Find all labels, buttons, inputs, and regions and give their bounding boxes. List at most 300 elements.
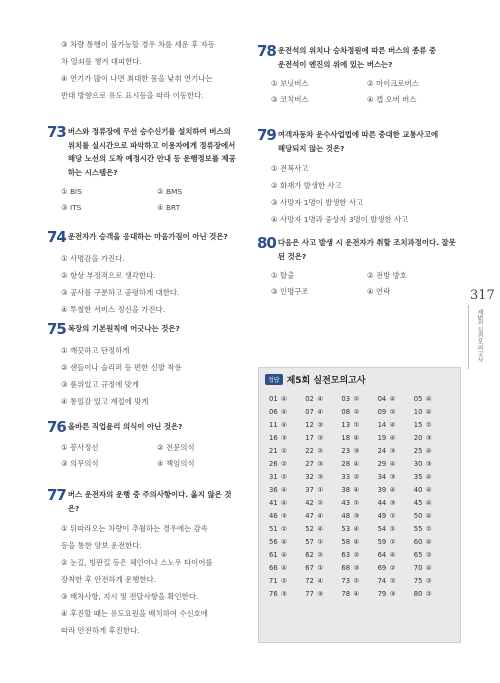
answer-key-title: 제5회 실전모의고사	[286, 376, 366, 386]
answer-number: 32	[305, 473, 314, 481]
answer-choice: ③	[281, 512, 288, 520]
question-text	[68, 322, 180, 336]
answer-cell	[414, 419, 450, 432]
option[interactable]: ④ 사망자 1명과 중상자 3명이 발생한 사고	[271, 215, 409, 224]
answer-number: 03	[341, 395, 351, 403]
answer-choice: ③	[317, 590, 324, 598]
question-text	[68, 420, 183, 434]
answer-cell	[414, 484, 450, 497]
answer-cell	[269, 523, 305, 536]
answer-choice: ③	[317, 421, 324, 429]
answer-choice: ④	[389, 486, 396, 494]
answer-cell	[414, 458, 450, 471]
answer-choice: ②	[389, 408, 396, 416]
answer-choice: ①	[425, 421, 432, 429]
answer-choice: ④	[281, 551, 288, 559]
option[interactable]: ③ 품위있고 규정에 맞게	[61, 380, 139, 389]
question-number: 73	[47, 123, 66, 141]
question-text	[68, 230, 228, 244]
question-79	[257, 128, 457, 228]
answer-choice: ②	[281, 577, 288, 585]
answer-number: 22	[305, 447, 314, 455]
answer-number: 06	[269, 408, 278, 416]
answer-badge: 정답	[265, 374, 283, 385]
answer-cell	[414, 562, 450, 575]
answer-choice: ③	[389, 447, 396, 455]
answer-choice: ④	[353, 590, 360, 598]
answer-choice: ③	[317, 434, 324, 442]
answer-cell	[378, 445, 414, 458]
answer-cell	[378, 471, 414, 484]
answer-choice: ①	[389, 538, 396, 546]
option[interactable]: ① 봉사정신	[61, 443, 99, 452]
answer-number: 76	[269, 590, 278, 598]
answer-choice: ③	[317, 473, 324, 481]
question-line: 운전석이 엔진의 위에 있는 버스는?	[277, 59, 393, 69]
answer-choice: ④	[281, 395, 288, 403]
option[interactable]: ③ 코치버스	[271, 95, 309, 104]
answer-choice: ①	[353, 577, 360, 585]
answer-cell	[378, 536, 414, 549]
question-text	[278, 128, 438, 155]
question-text	[68, 125, 236, 179]
answer-choice: ④	[353, 525, 360, 533]
answer-choice: ④	[281, 564, 288, 572]
option[interactable]: ① 뒤따라오는 차량이 추월하는 경우에는 감속	[61, 524, 208, 533]
answer-number: 51	[269, 525, 278, 533]
answer-choice: ③	[425, 460, 432, 468]
answer-cell	[269, 588, 305, 601]
answer-number: 56	[269, 538, 278, 546]
answer-number: 26	[269, 460, 278, 468]
answer-number: 78	[341, 590, 351, 598]
question-number: 74	[47, 228, 66, 246]
option[interactable]: ② 샌들이나 슬리퍼 등 편한 신발 착용	[61, 363, 182, 372]
answer-number: 09	[377, 408, 387, 416]
option[interactable]: ④ 통일감 있고 계절에 맞게	[61, 397, 149, 406]
answer-cell	[305, 393, 341, 406]
option[interactable]: ④ BRT	[157, 203, 181, 212]
answer-choice: ④	[317, 512, 324, 520]
options	[61, 250, 247, 318]
answer-cell	[305, 484, 341, 497]
answer-choice: ④	[353, 434, 360, 442]
answer-number: 66	[269, 564, 278, 572]
answer-choice: ②	[425, 577, 432, 585]
answer-cell	[414, 432, 450, 445]
answer-cell	[414, 497, 450, 510]
answer-number: 10	[413, 408, 423, 416]
question-73	[47, 125, 247, 216]
question-77	[47, 488, 247, 639]
answer-choice: ②	[281, 525, 288, 533]
answer-number: 16	[269, 434, 278, 442]
answer-cell	[269, 458, 305, 471]
answer-cell	[414, 471, 450, 484]
answer-cell	[378, 458, 414, 471]
question-line: 해당 노선의 도착 예정시간 안내 등 운행정보를 제공	[67, 154, 236, 163]
answer-choice: ②	[353, 408, 360, 416]
answer-number: 80	[413, 590, 423, 598]
answer-choice: ④	[389, 421, 396, 429]
option[interactable]: ③ 사망자 1명이 발생한 사고	[271, 198, 364, 207]
answer-number: 25	[413, 447, 423, 455]
option[interactable]: ③ 공사를 구분하고 공평하게 대한다.	[61, 288, 180, 297]
answer-choice: ④	[353, 486, 360, 494]
answer-cell	[305, 406, 341, 419]
answer-number: 67	[305, 564, 314, 572]
answer-cell	[341, 458, 377, 471]
answer-number: 52	[305, 525, 314, 533]
answer-number: 42	[305, 499, 314, 507]
answer-cell	[269, 549, 305, 562]
question-76	[47, 420, 247, 472]
answer-number: 59	[377, 538, 387, 546]
option[interactable]: ④ 투철한 서비스 정신을 가진다.	[61, 305, 166, 314]
answer-number: 33	[341, 473, 351, 481]
answer-cell	[341, 497, 377, 510]
option[interactable]: ④ 후진할 때는 유도요원을 배치하여 수신호에	[61, 609, 208, 618]
answer-choice: ③	[425, 434, 432, 442]
option[interactable]: ① 깨끗하고 단정하게	[61, 346, 130, 355]
question-text	[278, 236, 456, 263]
option-continued: 등을 통한 양보 운전한다.	[61, 541, 142, 550]
question-number: 77	[47, 486, 66, 504]
answer-choice: ④	[425, 499, 432, 507]
option[interactable]: ① 탈출	[271, 271, 295, 280]
question-number: 75	[47, 320, 66, 338]
answer-number: 40	[413, 486, 423, 494]
answer-number: 53	[341, 525, 351, 533]
answer-number: 49	[377, 512, 387, 520]
answer-cell	[341, 575, 377, 588]
question-number: 79	[257, 126, 276, 144]
option[interactable]: ③ 인명구조	[271, 287, 309, 296]
answer-choice: ①	[389, 525, 396, 533]
answer-choice: ④	[317, 395, 324, 403]
answer-number: 44	[377, 499, 387, 507]
answer-number: 23	[341, 447, 351, 455]
answer-number: 07	[305, 408, 314, 416]
answer-cell	[378, 432, 414, 445]
question-line: 은?	[67, 503, 80, 513]
answer-choice: ④	[389, 551, 396, 559]
answer-choice: ②	[425, 590, 432, 598]
answer-choice: ②	[317, 447, 324, 455]
answer-choice: ④	[425, 395, 432, 403]
option[interactable]: ① BIS	[61, 187, 82, 196]
answer-number: 01	[269, 395, 278, 403]
answer-choice: ④	[425, 408, 432, 416]
answer-number: 36	[269, 486, 278, 494]
option-line: ④ 연기가 많이 나면 최대한 몸을 낮춰 연기나는	[61, 74, 213, 83]
answer-choice: ③	[281, 590, 288, 598]
answer-cell	[341, 393, 377, 406]
answer-cell	[414, 445, 450, 458]
answer-number: 31	[269, 473, 278, 481]
answer-choice: ③	[353, 564, 360, 572]
answer-number: 30	[413, 460, 423, 468]
question-number: 76	[47, 418, 66, 436]
answer-choice: ④	[353, 538, 360, 546]
question-line: 다음은 사고 발생 시 운전자가 취할 조치과정이다. 잘못	[277, 238, 456, 247]
answer-choice: ④	[389, 460, 396, 468]
answer-cell	[305, 445, 341, 458]
answer-cell	[269, 484, 305, 497]
answer-choice: ②	[353, 395, 360, 403]
answer-number: 43	[341, 499, 351, 507]
option-line: ③ 차량 통행이 불가능할 경우 차를 세운 후 자동	[61, 40, 215, 49]
answer-cell	[341, 419, 377, 432]
answer-number: 69	[377, 564, 387, 572]
answer-cell	[341, 536, 377, 549]
answer-number: 74	[377, 577, 387, 585]
answer-number: 70	[413, 564, 423, 572]
answer-cell	[269, 432, 305, 445]
answer-number: 65	[413, 551, 423, 559]
answer-number: 61	[269, 551, 278, 559]
answer-cell	[305, 432, 341, 445]
option[interactable]: ③ 배차사항, 지시 및 전달사항을 확인한다.	[61, 592, 199, 601]
answer-choice: ④	[317, 525, 324, 533]
question-text	[68, 488, 232, 515]
option[interactable]: ① 사명감을 가진다.	[61, 254, 125, 263]
answer-cell	[341, 510, 377, 523]
answer-number: 57	[305, 538, 314, 546]
answer-cell	[305, 562, 341, 575]
question-number: 78	[257, 42, 276, 60]
answer-number: 60	[413, 538, 423, 546]
answer-number: 41	[269, 499, 278, 507]
answer-choice: ②	[317, 551, 324, 559]
answer-cell	[341, 588, 377, 601]
answer-choice: ④	[389, 395, 396, 403]
answer-choice: ②	[389, 564, 396, 572]
answer-choice: ④	[425, 473, 432, 481]
answer-cell	[269, 445, 305, 458]
answer-number: 35	[413, 473, 423, 481]
question-80	[257, 236, 457, 300]
answer-cell	[341, 445, 377, 458]
answer-cell	[341, 406, 377, 419]
question-line: 버스 운전자의 운행 중 주의사항이다. 옳지 않은 것	[67, 490, 232, 499]
answer-cell	[269, 536, 305, 549]
answer-number: 02	[305, 395, 314, 403]
answer-number: 38	[341, 486, 351, 494]
option[interactable]: ④ 책임의식	[157, 459, 195, 468]
answer-choice: ③	[353, 447, 360, 455]
answer-cell	[341, 523, 377, 536]
answer-number: 29	[377, 460, 387, 468]
answer-cell	[378, 562, 414, 575]
option-line: 차 열쇠를 챙겨 대피한다.	[61, 57, 142, 66]
answer-choice: ③	[317, 460, 324, 468]
answer-number: 04	[377, 395, 387, 403]
option[interactable]: ④ 연락	[367, 287, 391, 296]
answer-choice: ④	[281, 499, 288, 507]
answer-choice: ②	[281, 473, 288, 481]
answer-number: 46	[269, 512, 278, 520]
answer-cell	[414, 406, 450, 419]
answer-choice: ④	[425, 447, 432, 455]
answer-number: 14	[377, 421, 387, 429]
question-line: 해당되지 않는 것은?	[277, 143, 345, 153]
answer-choice: ④	[353, 460, 360, 468]
answer-choice: ①	[353, 421, 360, 429]
answer-number: 20	[413, 434, 423, 442]
answer-number: 39	[377, 486, 387, 494]
answer-cell	[341, 471, 377, 484]
answer-choice: ④	[317, 577, 324, 585]
answer-cell	[378, 523, 414, 536]
answer-cell	[414, 575, 450, 588]
answer-cell	[305, 471, 341, 484]
answer-cell	[414, 393, 450, 406]
answer-choice: ③	[389, 590, 396, 598]
answer-choice: ④	[425, 564, 432, 572]
answer-choice: ④	[425, 538, 432, 546]
question-74	[47, 230, 247, 318]
question-line: 운전자가 승객을 응대하는 마음가짐이 아닌 것은?	[67, 232, 228, 241]
answer-choice: ③	[281, 434, 288, 442]
chapter-side-tab-label: 제5회 실전모의고사	[476, 309, 483, 363]
answer-number: 75	[413, 577, 423, 585]
answer-cell	[414, 510, 450, 523]
answer-key-box	[258, 367, 461, 643]
answer-number: 13	[341, 421, 351, 429]
answer-cell	[378, 393, 414, 406]
answer-cell	[378, 549, 414, 562]
options	[271, 160, 457, 228]
answer-number: 62	[305, 551, 314, 559]
answer-choice: ①	[317, 486, 324, 494]
answer-number: 45	[413, 499, 423, 507]
answer-cell	[414, 523, 450, 536]
options	[61, 342, 247, 410]
answer-number: 50	[413, 512, 423, 520]
answer-choice: ④	[281, 538, 288, 546]
answer-cell	[341, 432, 377, 445]
answer-choice: ②	[317, 499, 324, 507]
option[interactable]: ② BMS	[157, 187, 183, 196]
answer-number: 79	[377, 590, 387, 598]
option[interactable]: ② 눈길, 빙판길 등은 체인이나 스노우 타이어를	[61, 558, 213, 567]
options	[271, 268, 457, 300]
page-number: 317	[470, 288, 495, 303]
answer-choice: ③	[353, 512, 360, 520]
answer-number: 68	[341, 564, 351, 572]
answer-number: 05	[413, 395, 423, 403]
question-line: 버스와 정류장에 무선 승수신기를 설치하여 버스의	[67, 127, 231, 136]
answer-choice: ③	[389, 499, 396, 507]
answer-number: 54	[377, 525, 387, 533]
option[interactable]: ② 항상 부정적으로 생각한다.	[61, 271, 156, 280]
answer-number: 73	[341, 577, 351, 585]
answer-key-header	[259, 368, 460, 391]
answer-number: 17	[305, 434, 314, 442]
question-line: 여객자동차 운수사업법에 따른 중대한 교통사고에	[277, 130, 439, 139]
answer-number: 19	[377, 434, 387, 442]
question-line: 된 것은?	[277, 251, 307, 261]
answer-cell	[305, 575, 341, 588]
answer-cell	[269, 471, 305, 484]
answer-cell	[378, 588, 414, 601]
options	[271, 76, 457, 108]
question-line: 올바른 직업윤리 의식이 아닌 것은?	[67, 422, 183, 431]
answer-choice: ④	[281, 486, 288, 494]
answer-cell	[305, 536, 341, 549]
answer-number: 27	[305, 460, 314, 468]
answer-cell	[269, 393, 305, 406]
answer-number: 72	[305, 577, 314, 585]
option[interactable]: ② 전방 방호	[367, 271, 407, 280]
answer-cell	[269, 419, 305, 432]
answer-cell	[269, 575, 305, 588]
q72-continued-options	[61, 36, 215, 104]
answer-choice: ④	[317, 408, 324, 416]
answer-choice: ②	[353, 473, 360, 481]
option[interactable]: ① 전복사고	[271, 164, 309, 173]
answer-choice: ④	[281, 421, 288, 429]
answer-cell	[269, 497, 305, 510]
option[interactable]: ③ ITS	[61, 203, 82, 212]
answer-grid	[269, 393, 450, 601]
option[interactable]: ② 마이크로버스	[367, 79, 419, 88]
option[interactable]: ④ 캡 오버 버스	[367, 95, 417, 104]
answer-number: 15	[413, 421, 423, 429]
answer-choice: ④	[425, 512, 432, 520]
answer-cell	[341, 562, 377, 575]
answer-cell	[269, 406, 305, 419]
answer-number: 11	[269, 421, 278, 429]
answer-cell	[378, 510, 414, 523]
answer-choice: ①	[317, 564, 324, 572]
answer-number: 58	[341, 538, 351, 546]
answer-choice: ④	[425, 486, 432, 494]
answer-cell	[378, 484, 414, 497]
answer-cell	[305, 497, 341, 510]
answer-cell	[378, 497, 414, 510]
question-line: 하는 시스템은?	[67, 167, 118, 177]
option[interactable]: ③ 의무의식	[61, 459, 99, 468]
option[interactable]: ② 화재가 발생한 사고	[271, 181, 342, 190]
option-line: 반대 방향으로 유도 표시등을 따라 이동한다.	[61, 91, 204, 100]
answer-cell	[305, 588, 341, 601]
answer-number: 24	[377, 447, 387, 455]
answer-number: 18	[341, 434, 351, 442]
option-continued: 장착한 후 안전하게 운행한다.	[61, 575, 157, 584]
answer-number: 08	[341, 408, 351, 416]
answer-choice: ④	[389, 434, 396, 442]
option[interactable]: ② 전문의식	[157, 443, 195, 452]
options	[61, 520, 247, 639]
question-text	[278, 44, 436, 71]
answer-cell	[414, 549, 450, 562]
answer-cell	[341, 549, 377, 562]
answer-number: 21	[269, 447, 278, 455]
question-number: 80	[257, 234, 276, 252]
question-line: 복장의 기본원칙에 어긋나는 것은?	[67, 324, 180, 333]
answer-number: 28	[341, 460, 351, 468]
question-75	[47, 322, 247, 410]
options	[61, 184, 247, 216]
answer-cell	[269, 562, 305, 575]
option[interactable]: ① 보닛버스	[271, 79, 309, 88]
answer-cell	[341, 484, 377, 497]
options	[61, 440, 247, 472]
question-78	[257, 44, 457, 108]
answer-cell	[305, 549, 341, 562]
